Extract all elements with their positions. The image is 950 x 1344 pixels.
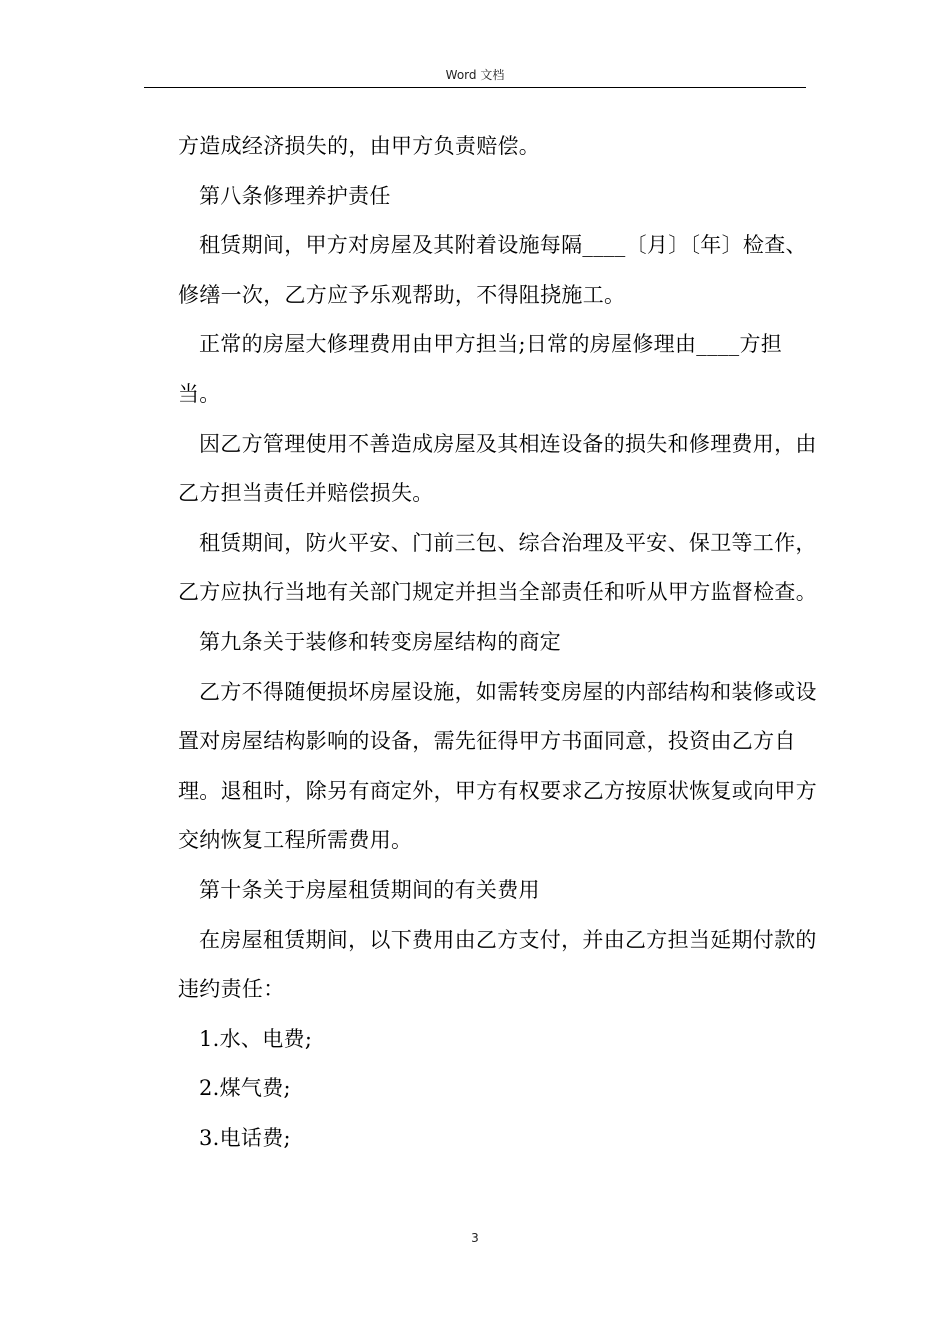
list-item: 1.水、电费; (199, 1026, 313, 1051)
page-number: 3 (471, 1231, 479, 1245)
list-item: 3.电话费; (199, 1125, 291, 1150)
document-body (178, 122, 818, 1163)
paragraph: 租赁期间，甲方对房屋及其附着设施每隔____〔月〕〔年〕检查、修缮一次，乙方应予乐观帮助，不得阻挠施工。 (178, 233, 807, 307)
paragraph: 乙方不得随便损坏房屋设施，如需转变房屋的内部结构和装修或设置对房屋结构影响的设备，需先征得甲方书面同意，投资由乙方自理。退租时，除另有商定外，甲方有权要求乙方按原状恢复或向甲方交纳恢复工程所需费用。 (178, 679, 817, 853)
list-item: 2.煤气费; (199, 1076, 291, 1101)
section-heading: 第八条修理养护责任 (199, 183, 391, 208)
paragraph: 在房屋租赁期间，以下费用由乙方支付，并由乙方担当延期付款的违约责任： (178, 927, 817, 1002)
page-header: Word 文档 (445, 68, 505, 82)
paragraph: 因乙方管理使用不善造成房屋及其相连设备的损失和修理费用，由乙方担当责任并赔偿损失。 (178, 431, 817, 506)
header-divider (144, 87, 806, 88)
section-heading: 第九条关于装修和转变房屋结构的商定 (199, 629, 562, 654)
paragraph: 方造成经济损失的，由甲方负责赔偿。 (178, 134, 541, 158)
paragraph: 租赁期间，防火平安、门前三包、综合治理及平安、保卫等工作，乙方应执行当地有关部门规定并担当全部责任和听从甲方监督检查。 (178, 530, 817, 605)
section-heading: 第十条关于房屋租赁期间的有关费用 (199, 877, 540, 902)
paragraph: 正常的房屋大修理费用由甲方担当;日常的房屋修理由____方担当。 (178, 332, 783, 406)
